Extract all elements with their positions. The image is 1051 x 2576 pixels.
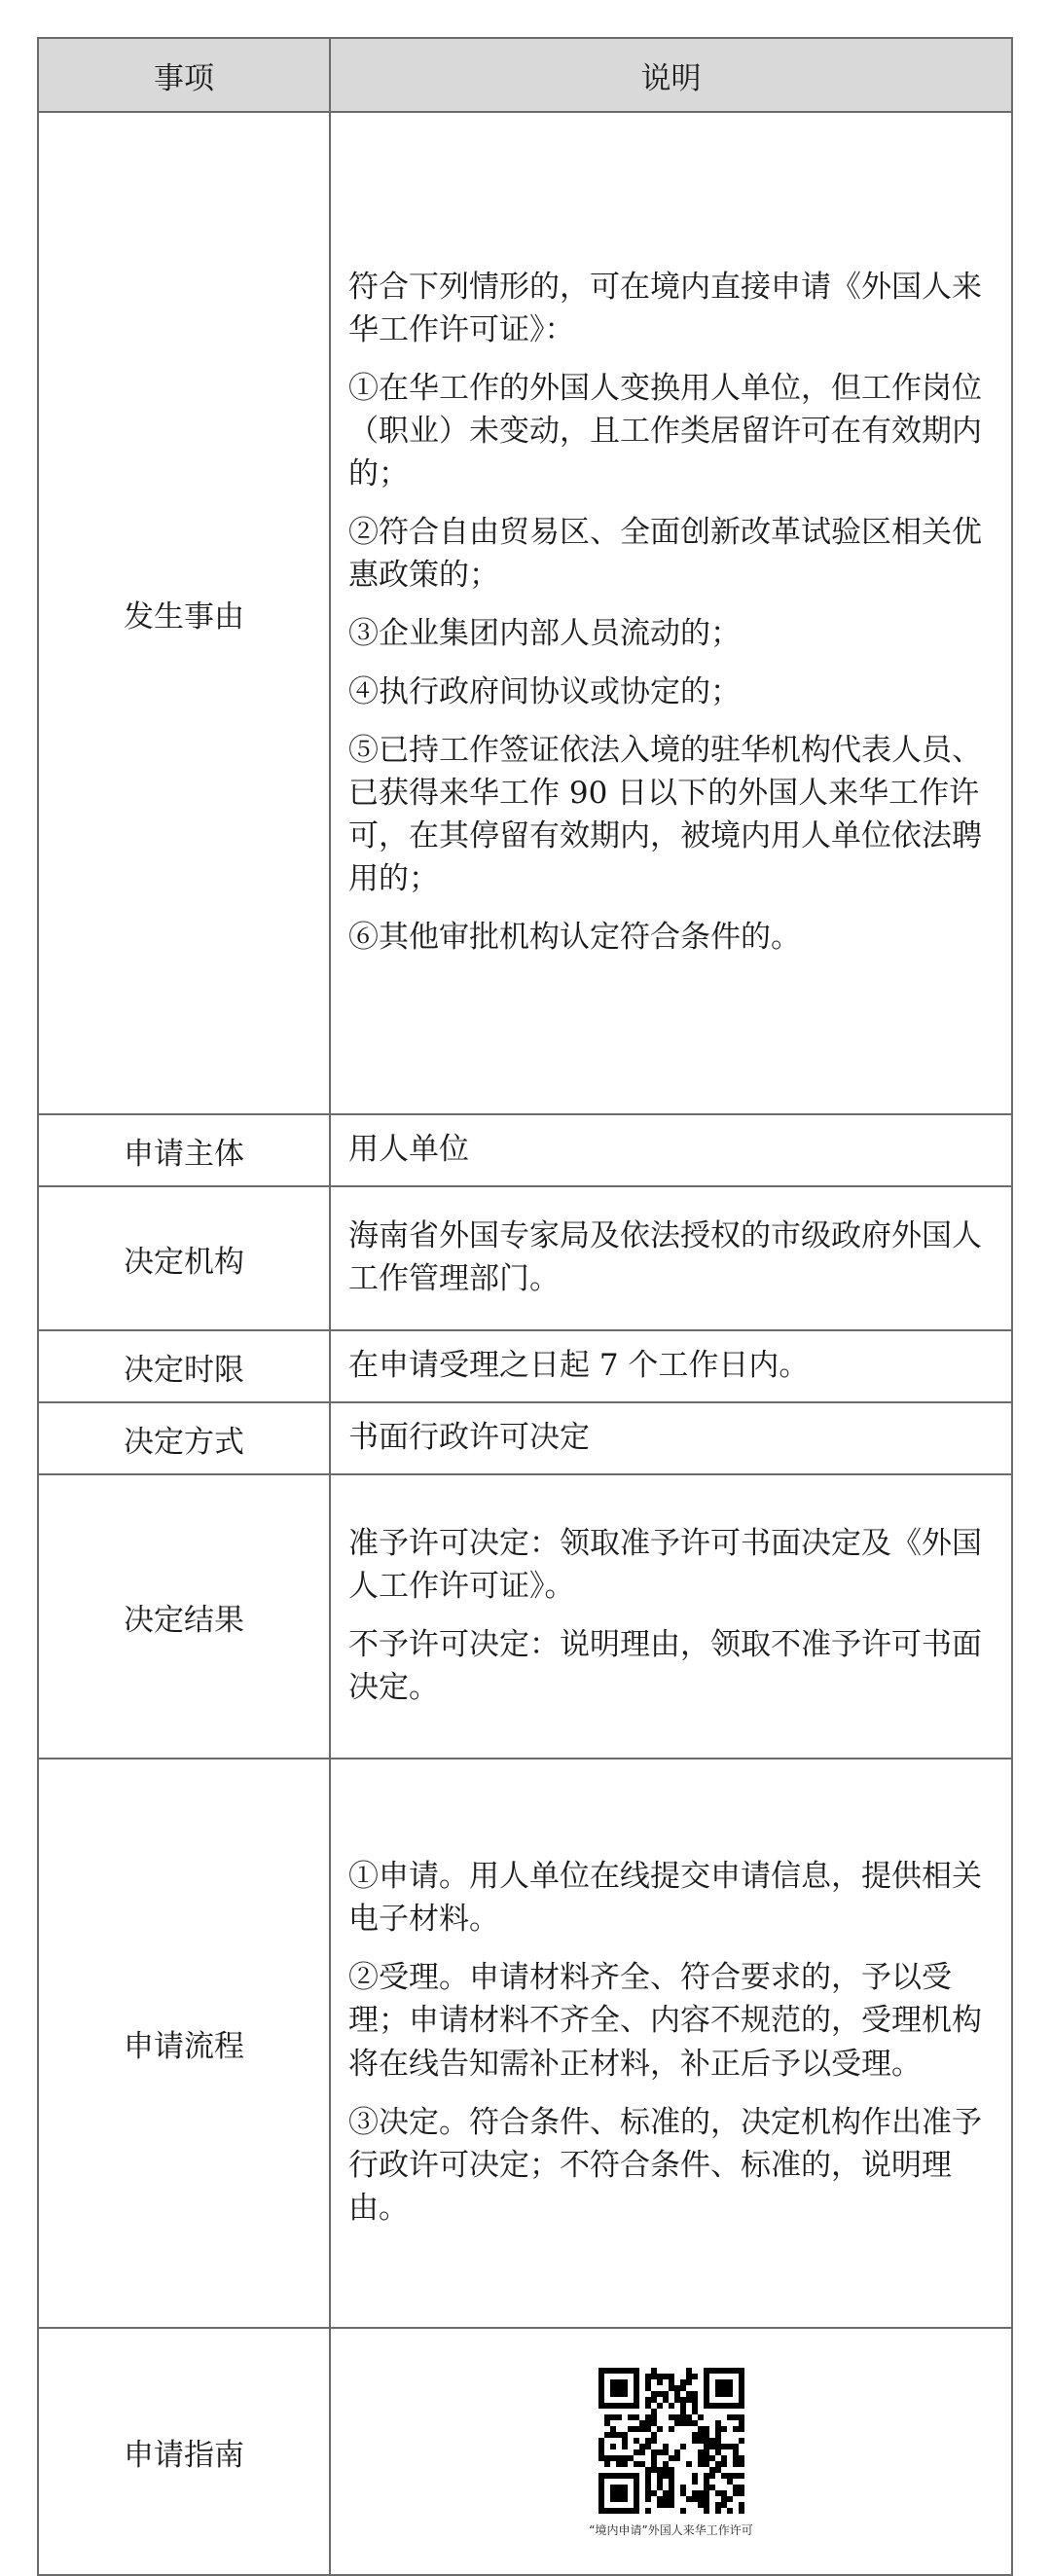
row-cause: [38, 112, 1012, 1114]
process-para-1: ②受理。申请材料齐全、符合要求的，予以受理；申请材料不齐全、内容不规范的，受理机构将在线告知需补正材料，补正后予以受理。: [348, 1960, 982, 2082]
row-result: [38, 1474, 1012, 1759]
row-agency: [38, 1186, 1012, 1330]
row-process: [38, 1759, 1012, 2328]
desc-method: 书面行政许可决定: [330, 1402, 1012, 1474]
info-table: [37, 37, 1013, 2576]
desc-cause: [330, 112, 1012, 1114]
cause-para-4: ④执行政府间协议或协定的；: [348, 674, 741, 710]
qr-block: [589, 2368, 752, 2538]
desc-agency: 海南省外国专家局及依法授权的市级政府外国人工作管理部门。: [330, 1186, 1012, 1330]
result-para-1: 不予许可决定：说明理由，领取不准予许可书面决定。: [348, 1627, 982, 1706]
cause-para-1: ①在华工作的外国人变换用人单位，但工作岗位（职业）未变动，且工作类居留许可在有效期内的；: [348, 370, 982, 491]
row-subject: [38, 1114, 1012, 1186]
header-item: 事项: [38, 38, 330, 112]
item-time-limit: 决定时限: [38, 1330, 330, 1402]
item-method: 决定方式: [38, 1402, 330, 1474]
row-guide: [38, 2328, 1012, 2575]
cause-para-6: ⑥其他审批机构认定符合条件的。: [348, 920, 801, 956]
item-cause: 发生事由: [38, 112, 330, 1114]
desc-result: [330, 1474, 1012, 1759]
qr-code-icon[interactable]: [598, 2368, 744, 2514]
process-para-0: ①申请。用人单位在线提交申请信息，提供相关电子材料。: [348, 1859, 982, 1938]
row-time-limit: [38, 1330, 1012, 1402]
item-process: 申请流程: [38, 1759, 330, 2328]
table-header-row: [38, 38, 1012, 112]
header-desc: 说明: [330, 38, 1012, 112]
cause-para-0: 符合下列情形的，可在境内直接申请《外国人来华工作许可证》：: [348, 269, 982, 347]
desc-process: [330, 1759, 1012, 2328]
cause-para-3: ③企业集团内部人员流动的；: [348, 616, 741, 651]
desc-guide: [330, 2328, 1012, 2575]
cause-para-2: ②符合自由贸易区、全面创新改革试验区相关优惠政策的；: [348, 514, 982, 593]
row-method: [38, 1402, 1012, 1474]
item-guide: 申请指南: [38, 2328, 330, 2575]
cause-para-5: ⑤已持工作签证依法入境的驻华机构代表人员、已获得来华工作 90 日以下的外国人来华工作许可，在其停留有效期内，被境内用人单位依法聘用的；: [348, 733, 982, 897]
item-result: 决定结果: [38, 1474, 330, 1759]
process-para-2: ③决定。符合条件、标准的，决定机构作出准予行政许可决定；不符合条件、标准的，说明理由。: [348, 2104, 982, 2226]
desc-subject: 用人单位: [330, 1114, 1012, 1186]
qr-caption: “境内申请”外国人来华工作许可: [589, 2522, 753, 2537]
item-agency: 决定机构: [38, 1186, 330, 1330]
item-subject: 申请主体: [38, 1114, 330, 1186]
desc-time-limit: 在申请受理之日起 7 个工作日内。: [330, 1330, 1012, 1402]
result-para-0: 准予许可决定：领取准予许可书面决定及《外国人工作许可证》。: [348, 1525, 982, 1604]
